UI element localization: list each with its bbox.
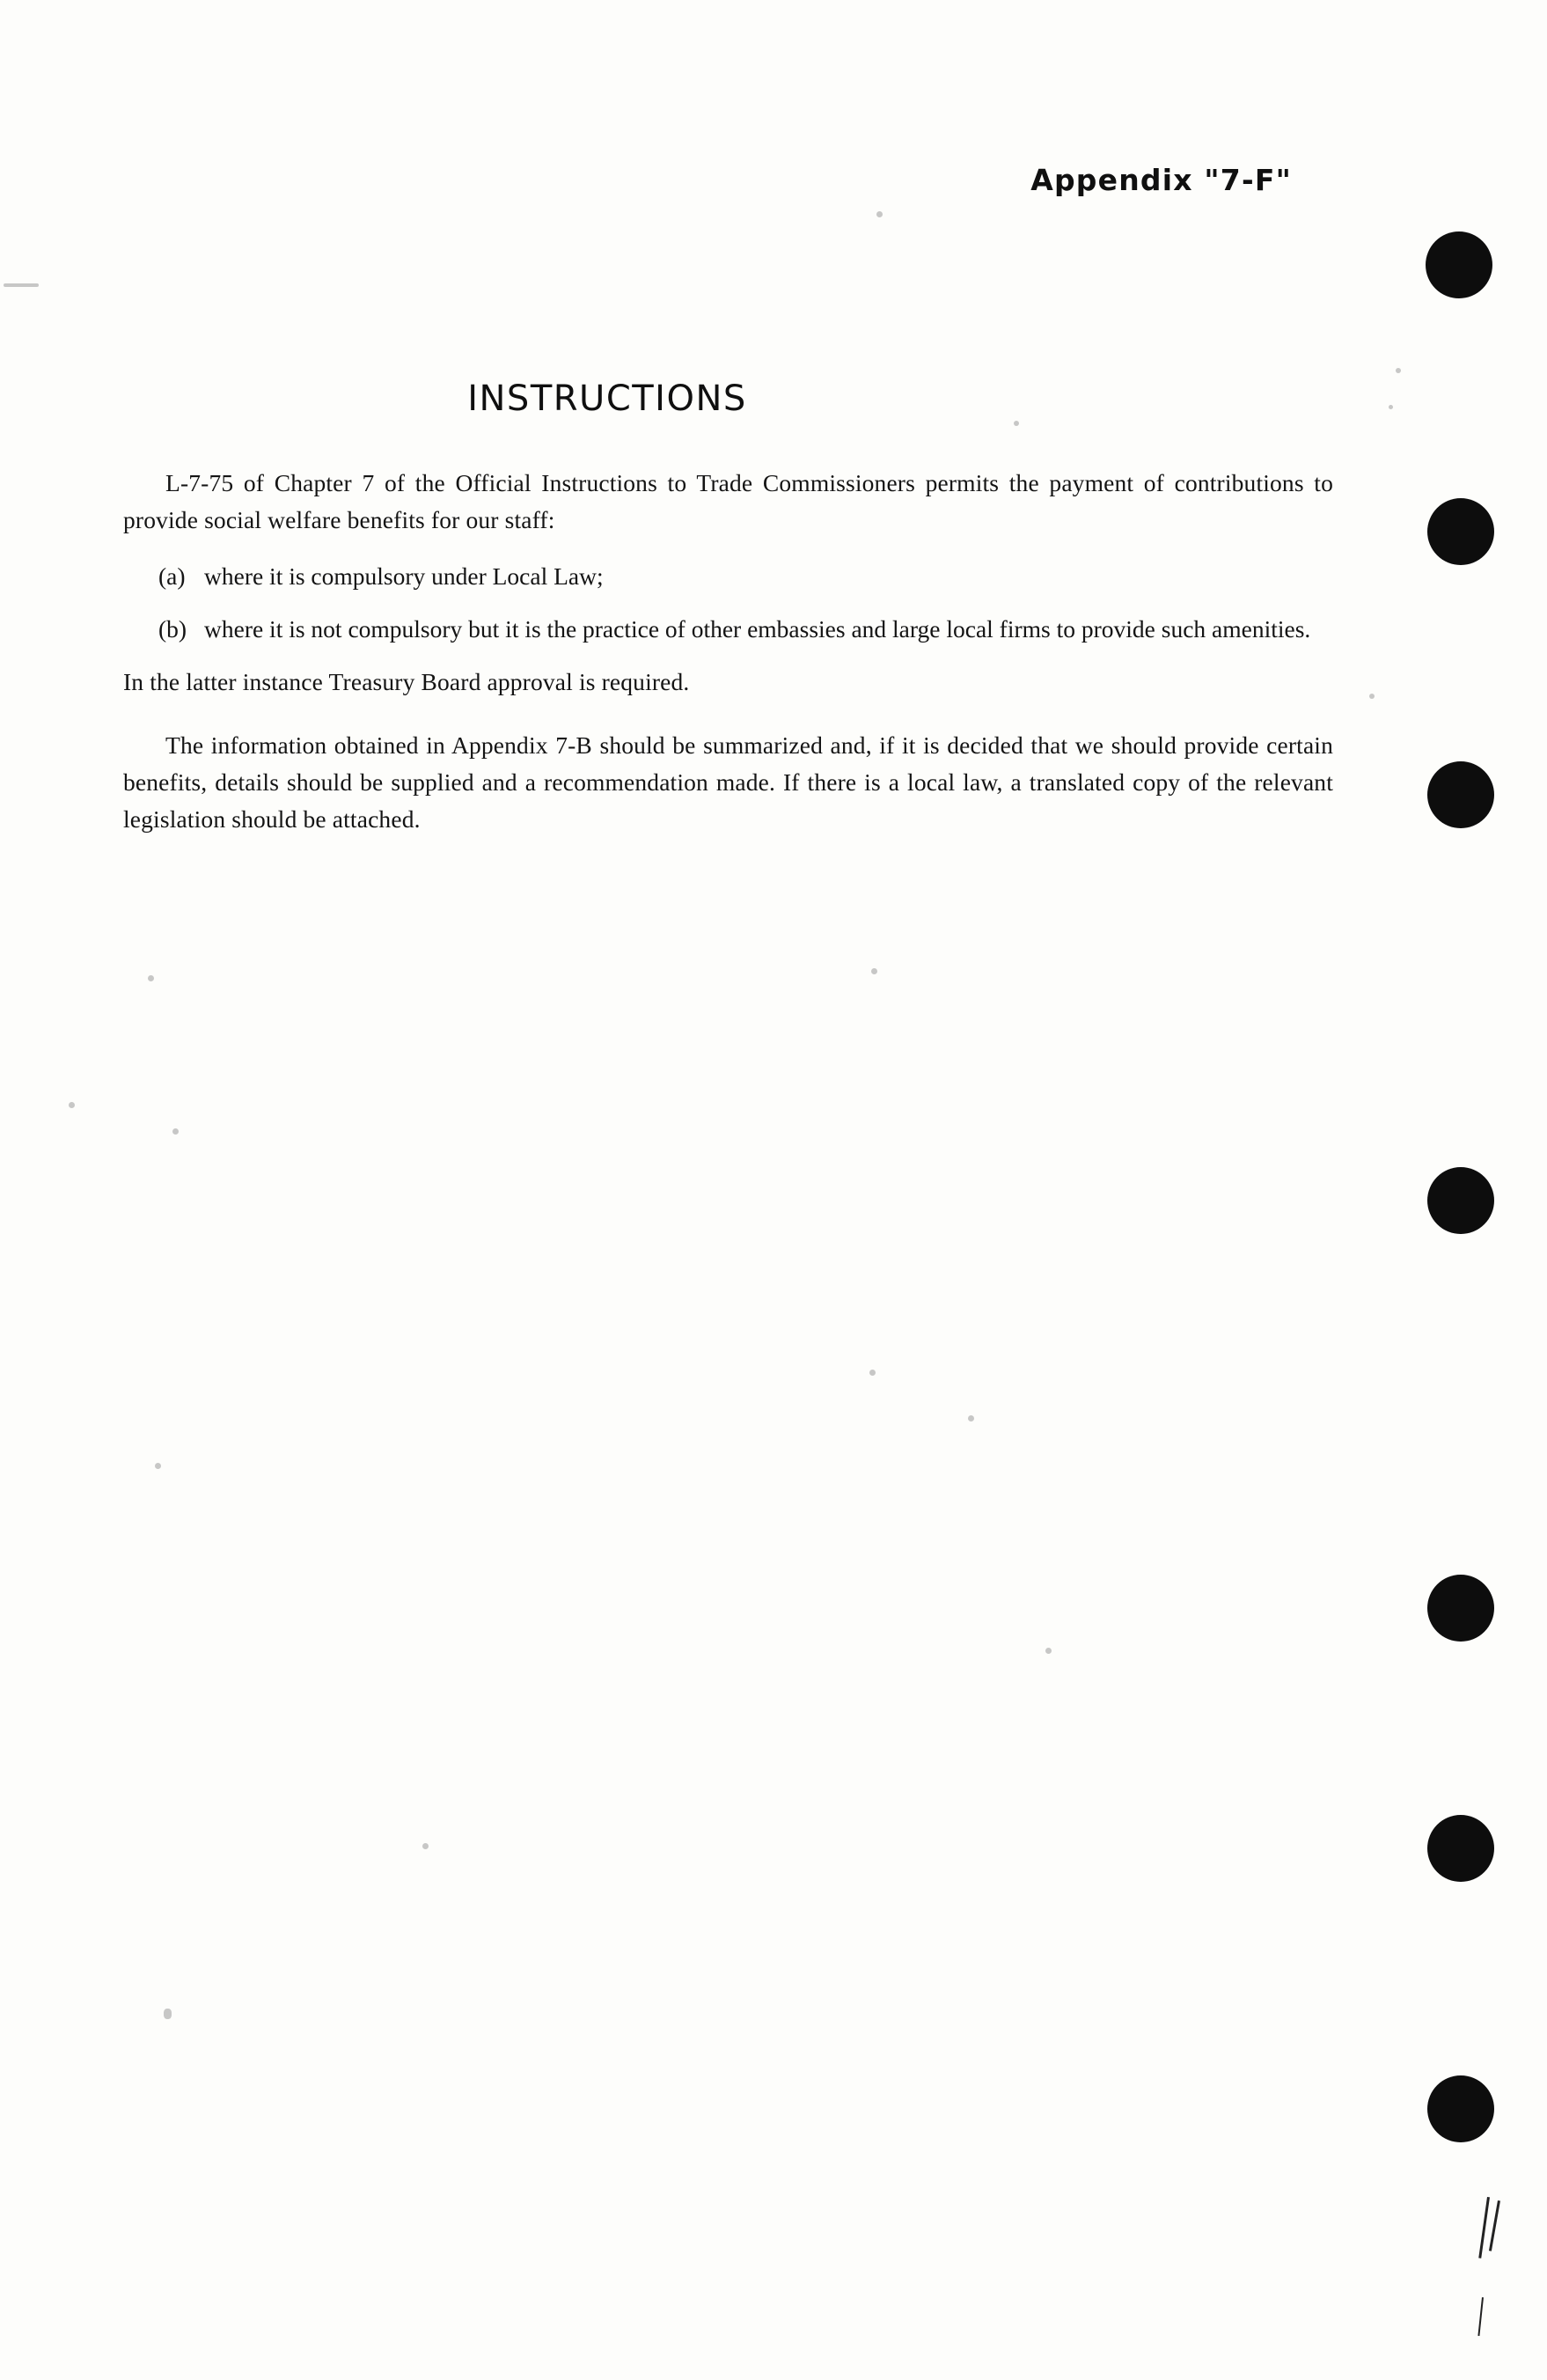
punch-hole [1426,231,1492,298]
scan-speck [148,975,154,981]
paragraph-information-text: The information obtained in Appendix 7-B should be summarized and, if it is decided that we should provide certain benefits, details should be supplied and a recommendation made. If there is a local law, a translated copy of the relevant legislation should be attached. [123,731,1333,833]
scan-speck [968,1415,974,1421]
conditions-list [123,558,1333,648]
scan-artifact-mark [1489,2200,1500,2251]
scan-speck [69,1102,75,1108]
list-item-marker: (a) [158,562,186,590]
scan-speck [4,283,39,287]
list-item [123,558,1333,595]
scan-speck [1014,421,1019,426]
punch-hole [1427,1167,1494,1234]
paragraph-intro-text: L-7-75 of Chapter 7 of the Official Instructions to Trade Commissioners permits the payment of contributions to provide social welfare benefits for our staff: [123,469,1333,533]
scan-speck [1045,1648,1052,1654]
scan-speck [871,968,877,974]
punch-hole [1427,2075,1494,2142]
punch-hole [1427,761,1494,828]
appendix-label: Appendix "7-F" [1030,163,1292,197]
scan-speck [155,1463,161,1469]
list-item-text: where it is compulsory under Local Law; [204,562,604,590]
scan-speck [164,2009,172,2019]
scan-speck [1389,405,1393,409]
page-title: INSTRUCTIONS [467,378,747,419]
paragraph-intro [123,465,1333,539]
scan-artifact-mark [1477,2297,1484,2336]
punch-hole [1427,498,1494,565]
list-item [123,611,1333,648]
scan-speck [422,1843,429,1849]
scan-speck [869,1370,876,1376]
list-item-text: where it is not compulsory but it is the practice of other embassies and large local firms to provide such amenities. [204,615,1311,643]
list-item-marker: (b) [158,615,187,643]
scan-speck [1369,694,1375,699]
scan-speck [876,211,883,217]
document-body [123,465,1333,857]
paragraph-information [123,727,1333,838]
paragraph-latter-instance: In the latter instance Treasury Board approval is required. [123,668,690,695]
punch-hole [1427,1575,1494,1642]
scan-speck [1396,368,1401,373]
scan-artifact-mark [1478,2197,1490,2259]
punch-hole [1427,1815,1494,1882]
scan-speck [172,1128,179,1135]
